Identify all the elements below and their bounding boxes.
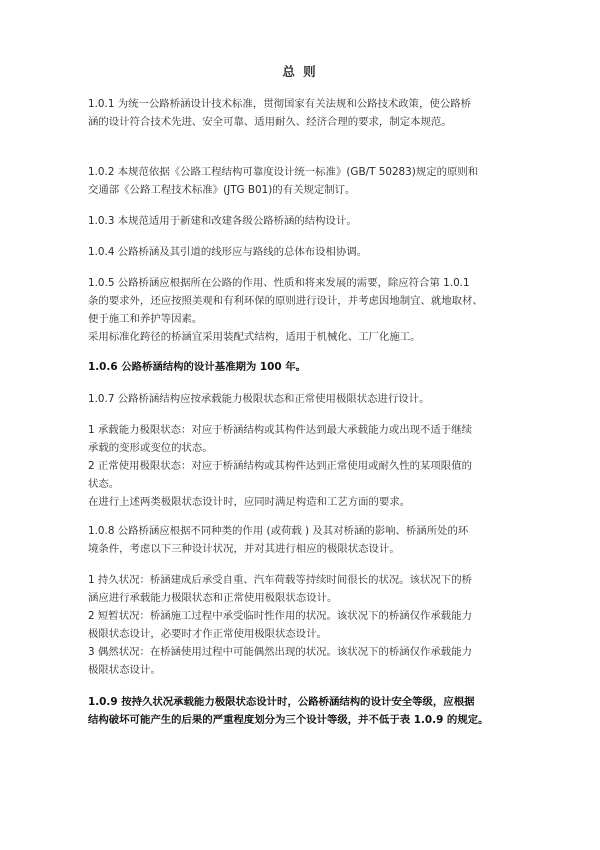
clause-1-0-1 bbox=[88, 95, 528, 131]
clause-1-0-9 bbox=[88, 693, 528, 729]
text-line: 1 承载能力极限状态：对应于桥涵结构或其构件达到最大承载能力或出现不适于继续 bbox=[88, 424, 472, 436]
text-line: 1.0.6 公路桥涵结构的设计基准期为 100 年。 bbox=[88, 361, 306, 373]
text-line: 2 正常使用极限状态：对应于桥涵结构或其构件达到正常使用或耐久性的某项限值的 bbox=[88, 460, 472, 472]
clause-1-0-5 bbox=[88, 274, 528, 346]
clause-1-0-7-items bbox=[88, 421, 528, 511]
text-line: 1 持久状况：桥涵建成后承受自重、汽车荷载等持续时间很长的状况。该状况下的桥 bbox=[88, 574, 472, 586]
text-line: 交通部《公路工程技术标准》(JTG B01)的有关规定制订。 bbox=[88, 184, 356, 196]
text-line: 承载的变形或变位的状态。 bbox=[88, 442, 213, 454]
text-line: 在进行上述两类极限状态设计时，应同时满足构造和工艺方面的要求。 bbox=[88, 496, 411, 508]
text-line: 结构破坏可能产生的后果的严重程度划分为三个设计等级，并不低于表 1.0.9 的规定。 bbox=[88, 714, 489, 726]
text-line: 涵的设计符合技术先进、安全可靠、适用耐久、经济合理的要求，制定本规范。 bbox=[88, 116, 452, 128]
text-line: 3 偶然状况：在桥涵使用过程中可能偶然出现的状况。该状况下的桥涵仅作承载能力 bbox=[88, 646, 472, 658]
page-title: 总 则 bbox=[282, 64, 318, 79]
clause-1-0-7 bbox=[88, 390, 528, 408]
text-line: 1.0.7 公路桥涵结构应按承载能力极限状态和正常使用极限状态进行设计。 bbox=[88, 393, 430, 405]
text-line: 1.0.4 公路桥涵及其引道的线形应与路线的总体布设相协调。 bbox=[88, 246, 368, 258]
clause-1-0-8 bbox=[88, 522, 528, 558]
clause-1-0-2 bbox=[88, 163, 528, 199]
text-line: 条的要求外，还应按照美观和有利环保的原则进行设计，并考虑因地制宜、就地取材、 bbox=[88, 295, 483, 307]
clause-1-0-4 bbox=[88, 243, 528, 261]
text-line: 涵应进行承载能力极限状态和正常使用极限状态设计。 bbox=[88, 592, 338, 604]
text-line: 2 短暂状况：桥涵施工过程中承受临时性作用的状况。该状况下的桥涵仅作承载能力 bbox=[88, 610, 472, 622]
text-line: 1.0.8 公路桥涵应根据不同种类的作用 (或荷载 ) 及其对桥涵的影响、桥涵所处的环 bbox=[88, 525, 469, 537]
text-line: 1.0.3 本规范适用于新建和改建各级公路桥涵的结构设计。 bbox=[88, 215, 357, 227]
text-line: 1.0.5 公路桥涵应根据所在公路的作用、性质和将来发展的需要，除应符合第 1.0.1 bbox=[88, 277, 470, 289]
clause-1-0-8-items bbox=[88, 571, 528, 679]
text-line: 极限状态设计，必要时才作正常使用极限状态设计。 bbox=[88, 628, 327, 640]
text-line: 1.0.1 为统一公路桥涵设计技术标准，贯彻国家有关法规和公路技术政策，使公路桥 bbox=[88, 98, 472, 110]
text-line: 境条件，考虑以下三种设计状况，并对其进行相应的极限状态设计。 bbox=[88, 543, 400, 555]
text-line: 极限状态设计。 bbox=[88, 664, 161, 676]
text-line: 便于施工和养护等因素。 bbox=[88, 313, 203, 325]
text-line: 状态。 bbox=[88, 478, 120, 490]
clause-1-0-3 bbox=[88, 212, 528, 230]
text-line: 采用标准化跨径的桥涵宜采用装配式结构，适用于机械化、工厂化施工。 bbox=[88, 331, 421, 343]
text-line: 1.0.9 按持久状况承载能力极限状态设计时，公路桥涵结构的设计安全等级，应根据 bbox=[88, 696, 475, 708]
clause-1-0-6 bbox=[88, 358, 528, 376]
text-line: 1.0.2 本规范依据《公路工程结构可靠度设计统一标准》(GB/T 50283)规定的原则和 bbox=[88, 166, 479, 178]
